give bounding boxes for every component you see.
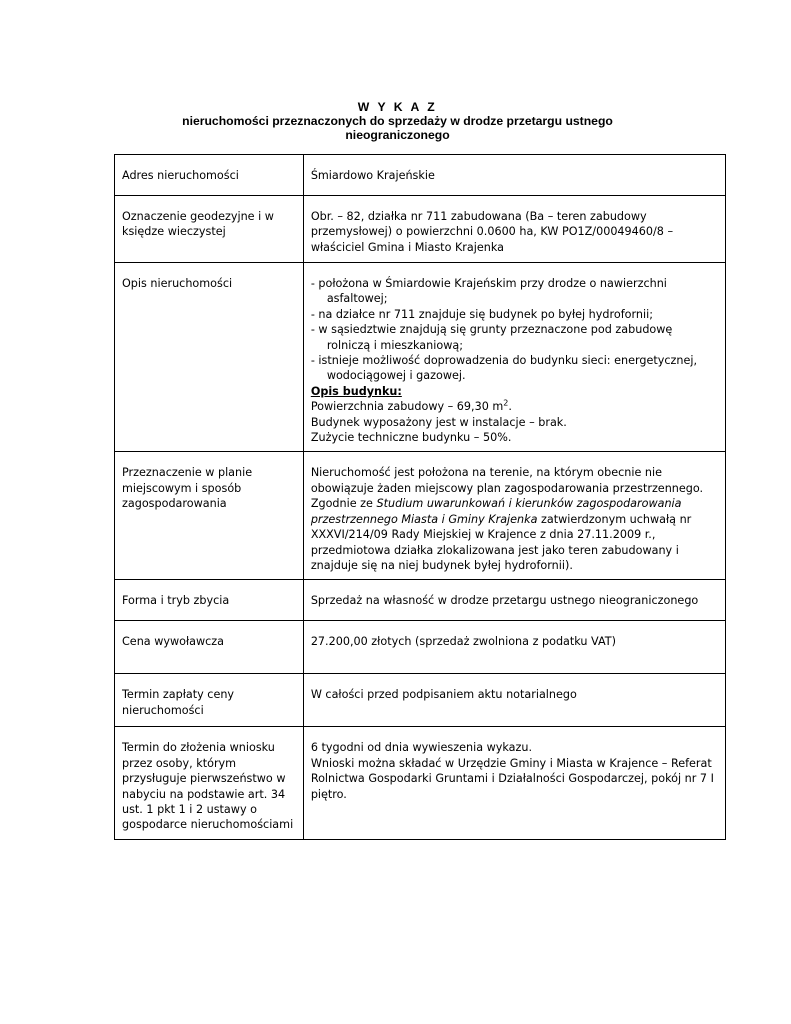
building-equipment: Budynek wyposażony jest w instalacje – brak.: [310, 415, 567, 429]
table-row: [115, 196, 726, 263]
building-area: [311, 399, 717, 414]
przeznaczenie-italic: Studium uwarunkowań i kierunków zagospodarowania przestrzennego Miasta i Gminy Krajenka: [310, 497, 682, 526]
row-value: [303, 452, 725, 580]
row-value: Obr. – 82, działka nr 711 zabudowana (Ba – teren zabudowy przemysłowej) o powierzchni 0.0600 ha, KW PO1Z/00049460/8 – właściciel Gmina i Miasto Krajenka: [303, 196, 725, 263]
przeznaczenie-text-2: zatwierdzonym uchwałą nr XXXVI/214/09 Rady Miejskiej w Krajence z dnia 27.11.2009 r., przedmiotowa działka zlokalizowana jest jako teren zabudowany i znajduje się na niej budynek byłej hydrofornii).: [310, 512, 692, 572]
building-area-sup: 2: [503, 398, 509, 408]
document-header: [100, 100, 695, 142]
list-item: - w sąsiedztwie znajdują się grunty przeznaczone pod zabudowę rolniczą i mieszkaniową;: [310, 323, 673, 352]
document-title: W Y K A Z: [357, 100, 438, 114]
row-value: Sprzedaż na własność w drodze przetargu ustnego nieograniczonego: [303, 580, 725, 621]
row-label: Termin zapłaty ceny nieruchomości: [115, 674, 304, 727]
row-label: Cena wywoławcza: [115, 621, 304, 674]
row-value: [303, 263, 725, 452]
row-label: Oznaczenie geodezyjne i w księdze wieczystej: [115, 196, 304, 263]
row-label: Przeznaczenie w planie miejscowym i sposób zagospodarowania: [115, 452, 304, 580]
deadline-line: 6 tygodni od dnia wywieszenia wykazu.: [310, 741, 533, 755]
list-item: - na działce nr 711 znajduje się budynek po byłej hydrofornii;: [310, 307, 653, 321]
row-value: Śmiardowo Krajeńskie: [303, 155, 725, 196]
list-item: - położona w Śmiardowie Krajeńskim przy drodze o nawierzchni asfaltowej;: [310, 277, 667, 306]
building-wear: Zużycie techniczne budynku – 50%.: [310, 431, 512, 445]
document-subtitle-line1: nieruchomości przeznaczonych do sprzedaży w drodze przetargu ustnego: [182, 114, 613, 128]
building-area-text: Powierzchnia zabudowy – 69,30 m: [310, 400, 504, 414]
row-label: Termin do złożenia wniosku przez osoby, którym przysługuje pierwszeństwo w nabyciu na podstawie art. 34 ust. 1 pkt 1 i 2 ustawy o gospodarce nieruchomościami: [115, 727, 304, 839]
table-row: [115, 580, 726, 621]
table-row: [115, 621, 726, 674]
row-value: 27.200,00 złotych (sprzedaż zwolniona z podatku VAT): [303, 621, 725, 674]
row-label: Opis nieruchomości: [115, 263, 304, 452]
submission-place-line: Wnioski można składać w Urzędzie Gminy i Miasta w Krajence – Referat Rolnictwa Gospodarki Gruntami i Działalności Gospodarczej, pokój nr 7 I piętro.: [310, 756, 714, 801]
row-value: W całości przed podpisaniem aktu notarialnego: [303, 674, 725, 727]
building-heading: Opis budynku:: [310, 384, 402, 398]
building-area-end: .: [508, 400, 512, 414]
list-item: - istnieje możliwość doprowadzenia do budynku sieci: energetycznej, wodociągowej i gazowej.: [310, 354, 698, 383]
table-row: [115, 727, 726, 839]
document-subtitle-line2: nieograniczonego: [345, 128, 450, 142]
table-row: [115, 452, 726, 580]
row-value: [303, 727, 725, 839]
przeznaczenie-text-1: Nieruchomość jest położona na terenie, na którym obecnie nie obowiązuje żaden miejscowy plan zagospodarowania przestrzennego. Zgodnie ze: [310, 466, 704, 511]
row-label: Adres nieruchomości: [115, 155, 304, 196]
property-table: [114, 154, 726, 840]
row-label: Forma i tryb zbycia: [115, 580, 304, 621]
table-row: [115, 155, 726, 196]
table-row: [115, 674, 726, 727]
table-row: [115, 263, 726, 452]
